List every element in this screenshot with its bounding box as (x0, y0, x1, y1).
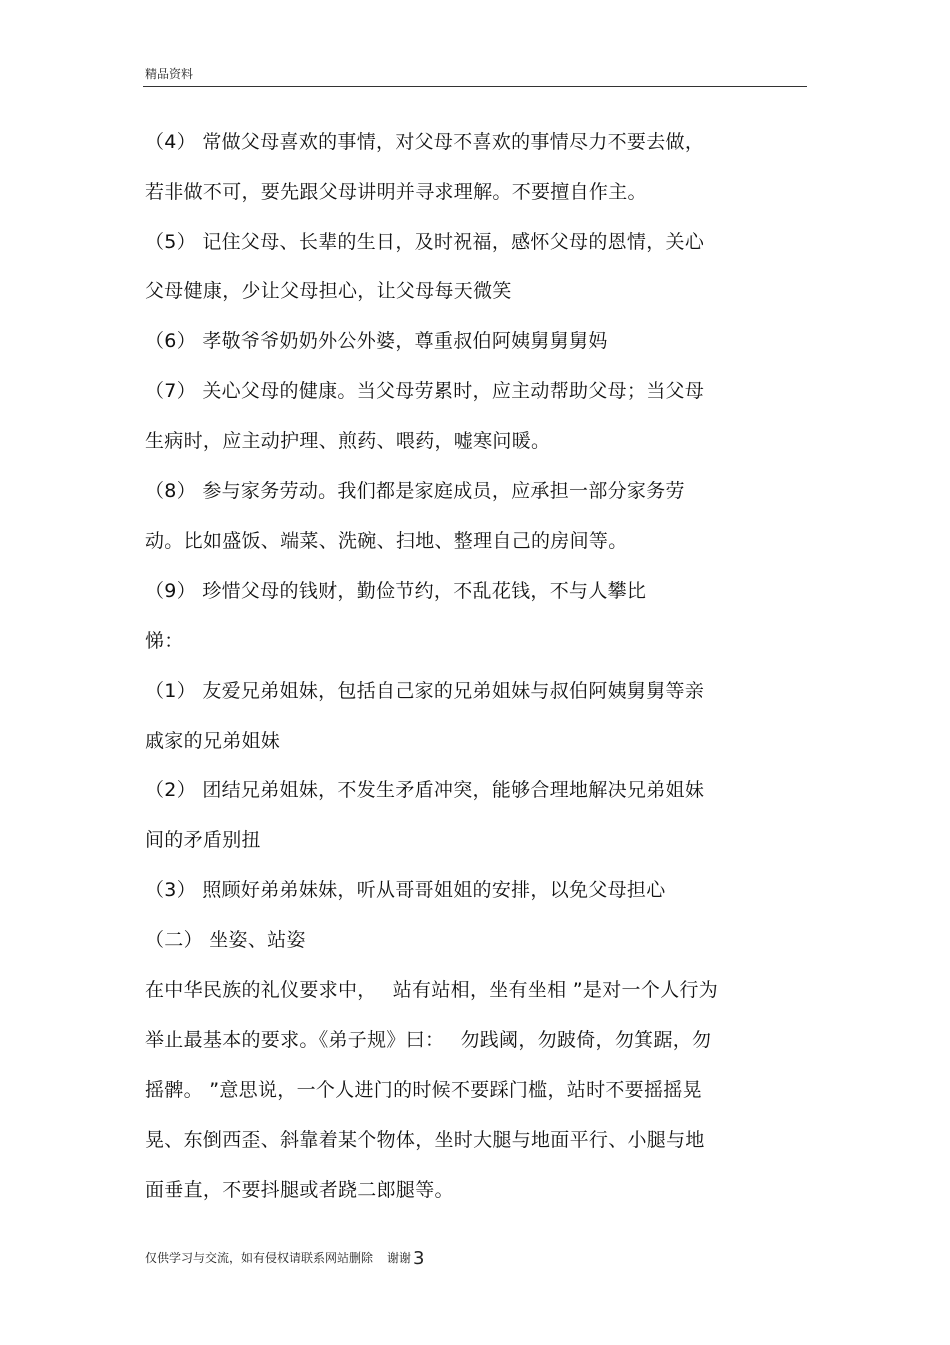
body-line: 间的矛盾别扭 (145, 829, 261, 851)
page-footer (145, 1250, 424, 1267)
body-line: （8） 参与家务劳动。我们都是家庭成员，应承担一部分家务劳 (145, 480, 685, 502)
body-line: （7） 关心父母的健康。当父母劳累时，应主动帮助父母；当父母 (145, 380, 705, 402)
body-line: 面垂直，不要抖腿或者跷二郎腿等。 (145, 1179, 454, 1201)
body-line: （3） 照顾好弟弟妹妹，听从哥哥姐姐的安排，以免父母担心 (145, 879, 666, 901)
body-line: 父母健康，少让父母担心，让父母每天微笑 (145, 280, 512, 302)
footer-thanks: 谢谢 (387, 1251, 412, 1265)
body-line: （1） 友爱兄弟姐妹，包括自己家的兄弟姐妹与叔伯阿姨舅舅等亲 (145, 680, 705, 702)
body-line: （4） 常做父母喜欢的事情，对父母不喜欢的事情尽力不要去做， (145, 131, 705, 153)
page-header-label: 精品资料 (145, 67, 194, 81)
footer-notice: 仅供学习与交流，如有侵权请联系网站删除 (145, 1251, 374, 1265)
body-line: 动。比如盛饭、端菜、洗碗、扫地、整理自己的房间等。 (145, 530, 628, 552)
body-line: （6） 孝敬爷爷奶奶外公外婆，尊重叔伯阿姨舅舅舅妈 (145, 330, 608, 352)
body-line: （5） 记住父母、长辈的生日，及时祝福，感怀父母的恩情，关心 (145, 231, 705, 253)
body-line: 在中华民族的礼仪要求中， 站有站相，坐有坐相 ”是对一个人行为 (145, 979, 719, 1001)
header-divider (143, 86, 807, 87)
body-line: 生病时，应主动护理、煎药、喂药，嘘寒问暖。 (145, 430, 551, 452)
body-line: 举止最基本的要求。《弟子规》曰： 勿践阈，勿跛倚，勿箕踞，勿 (145, 1029, 712, 1051)
section-heading: 悌： (145, 630, 184, 652)
body-line: （2） 团结兄弟姐妹，不发生矛盾冲突，能够合理地解决兄弟姐妹 (145, 779, 705, 801)
body-line: 摇髀。 ”意思说，一个人进门的时候不要踩门槛，站时不要摇摇晃 (145, 1079, 702, 1101)
page-number: 3 (413, 1248, 425, 1269)
body-line: 若非做不可，要先跟父母讲明并寻求理解。不要擅自作主。 (145, 181, 647, 203)
body-line: （9） 珍惜父母的钱财，勤俭节约，不乱花钱，不与人攀比 (145, 580, 647, 602)
body-line: 戚家的兄弟姐妹 (145, 730, 281, 752)
section-heading: （二） 坐姿、站姿 (145, 929, 306, 951)
body-line: 晃、东倒西歪、斜靠着某个物体，坐时大腿与地面平行、小腿与地 (145, 1129, 705, 1151)
